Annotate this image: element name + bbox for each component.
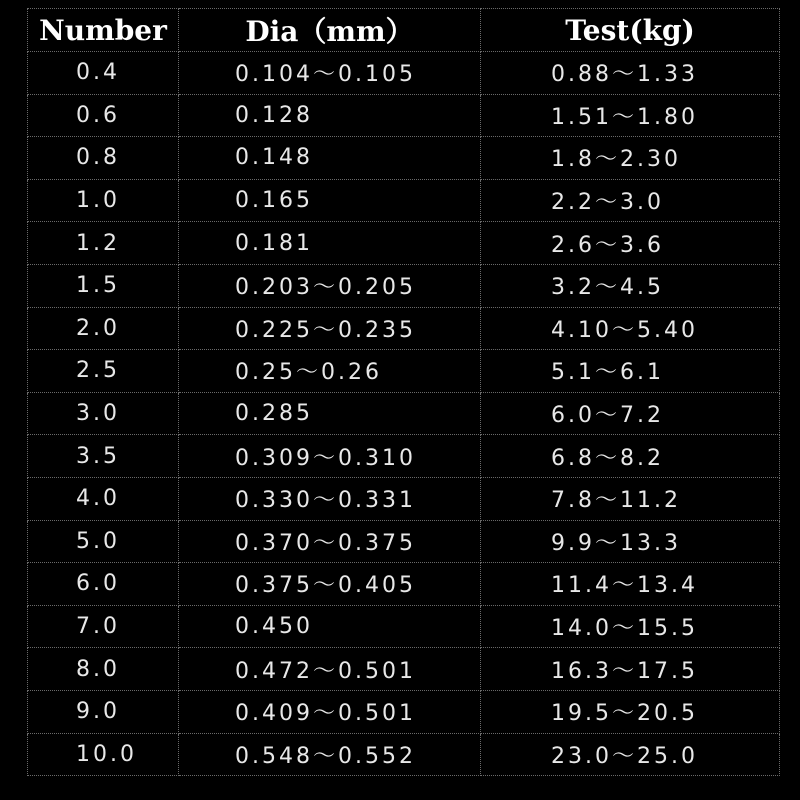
cell-dia: 0.203～0.205 [179,264,481,307]
table-row [28,648,780,691]
cell-test: 5.1～6.1 [481,350,780,393]
cell-dia: 0.181 [179,222,481,265]
line-spec-table [27,8,780,776]
cell-dia: 0.375～0.405 [179,563,481,606]
cell-number: 3.5 [28,435,179,478]
header-test: Test(kg) [481,9,780,52]
cell-dia: 0.225～0.235 [179,307,481,350]
cell-number: 1.5 [28,264,179,307]
table-row [28,563,780,606]
header-number: Number [28,9,179,52]
cell-number: 10.0 [28,733,179,776]
cell-test: 3.2～4.5 [481,264,780,307]
cell-number: 8.0 [28,648,179,691]
cell-test: 1.8～2.30 [481,137,780,180]
cell-dia: 0.285 [179,392,481,435]
cell-number: 2.0 [28,307,179,350]
table-row [28,435,780,478]
cell-test: 14.0～15.5 [481,605,780,648]
cell-test: 7.8～11.2 [481,477,780,520]
cell-number: 1.0 [28,179,179,222]
cell-dia: 0.330～0.331 [179,477,481,520]
cell-dia: 0.309～0.310 [179,435,481,478]
header-dia: Dia（mm） [179,9,481,52]
cell-number: 7.0 [28,605,179,648]
cell-number: 0.4 [28,52,179,95]
cell-number: 2.5 [28,350,179,393]
table-row [28,307,780,350]
cell-dia: 0.128 [179,94,481,137]
table-row [28,392,780,435]
cell-dia: 0.104～0.105 [179,52,481,95]
cell-dia: 0.370～0.375 [179,520,481,563]
table-row [28,477,780,520]
table-row [28,605,780,648]
header-row [28,9,780,52]
cell-test: 23.0～25.0 [481,733,780,776]
cell-dia: 0.165 [179,179,481,222]
cell-test: 0.88～1.33 [481,52,780,95]
table-row [28,222,780,265]
cell-test: 19.5～20.5 [481,690,780,733]
cell-test: 6.8～8.2 [481,435,780,478]
cell-dia: 0.25～0.26 [179,350,481,393]
cell-dia: 0.472～0.501 [179,648,481,691]
table-row [28,690,780,733]
table-row [28,520,780,563]
cell-number: 1.2 [28,222,179,265]
cell-number: 9.0 [28,690,179,733]
cell-test: 2.2～3.0 [481,179,780,222]
cell-number: 5.0 [28,520,179,563]
cell-test: 9.9～13.3 [481,520,780,563]
cell-dia: 0.548～0.552 [179,733,481,776]
cell-test: 16.3～17.5 [481,648,780,691]
table-row [28,179,780,222]
table-row [28,733,780,776]
cell-number: 6.0 [28,563,179,606]
cell-test: 6.0～7.2 [481,392,780,435]
cell-test: 2.6～3.6 [481,222,780,265]
cell-number: 0.6 [28,94,179,137]
table-body [28,52,780,776]
cell-number: 3.0 [28,392,179,435]
table-row [28,137,780,180]
cell-number: 4.0 [28,477,179,520]
cell-test: 4.10～5.40 [481,307,780,350]
table-row [28,264,780,307]
cell-dia: 0.409～0.501 [179,690,481,733]
cell-dia: 0.450 [179,605,481,648]
table-row [28,52,780,95]
cell-test: 1.51～1.80 [481,94,780,137]
cell-dia: 0.148 [179,137,481,180]
table-row [28,350,780,393]
cell-number: 0.8 [28,137,179,180]
table-header [28,9,780,52]
cell-test: 11.4～13.4 [481,563,780,606]
table-row [28,94,780,137]
